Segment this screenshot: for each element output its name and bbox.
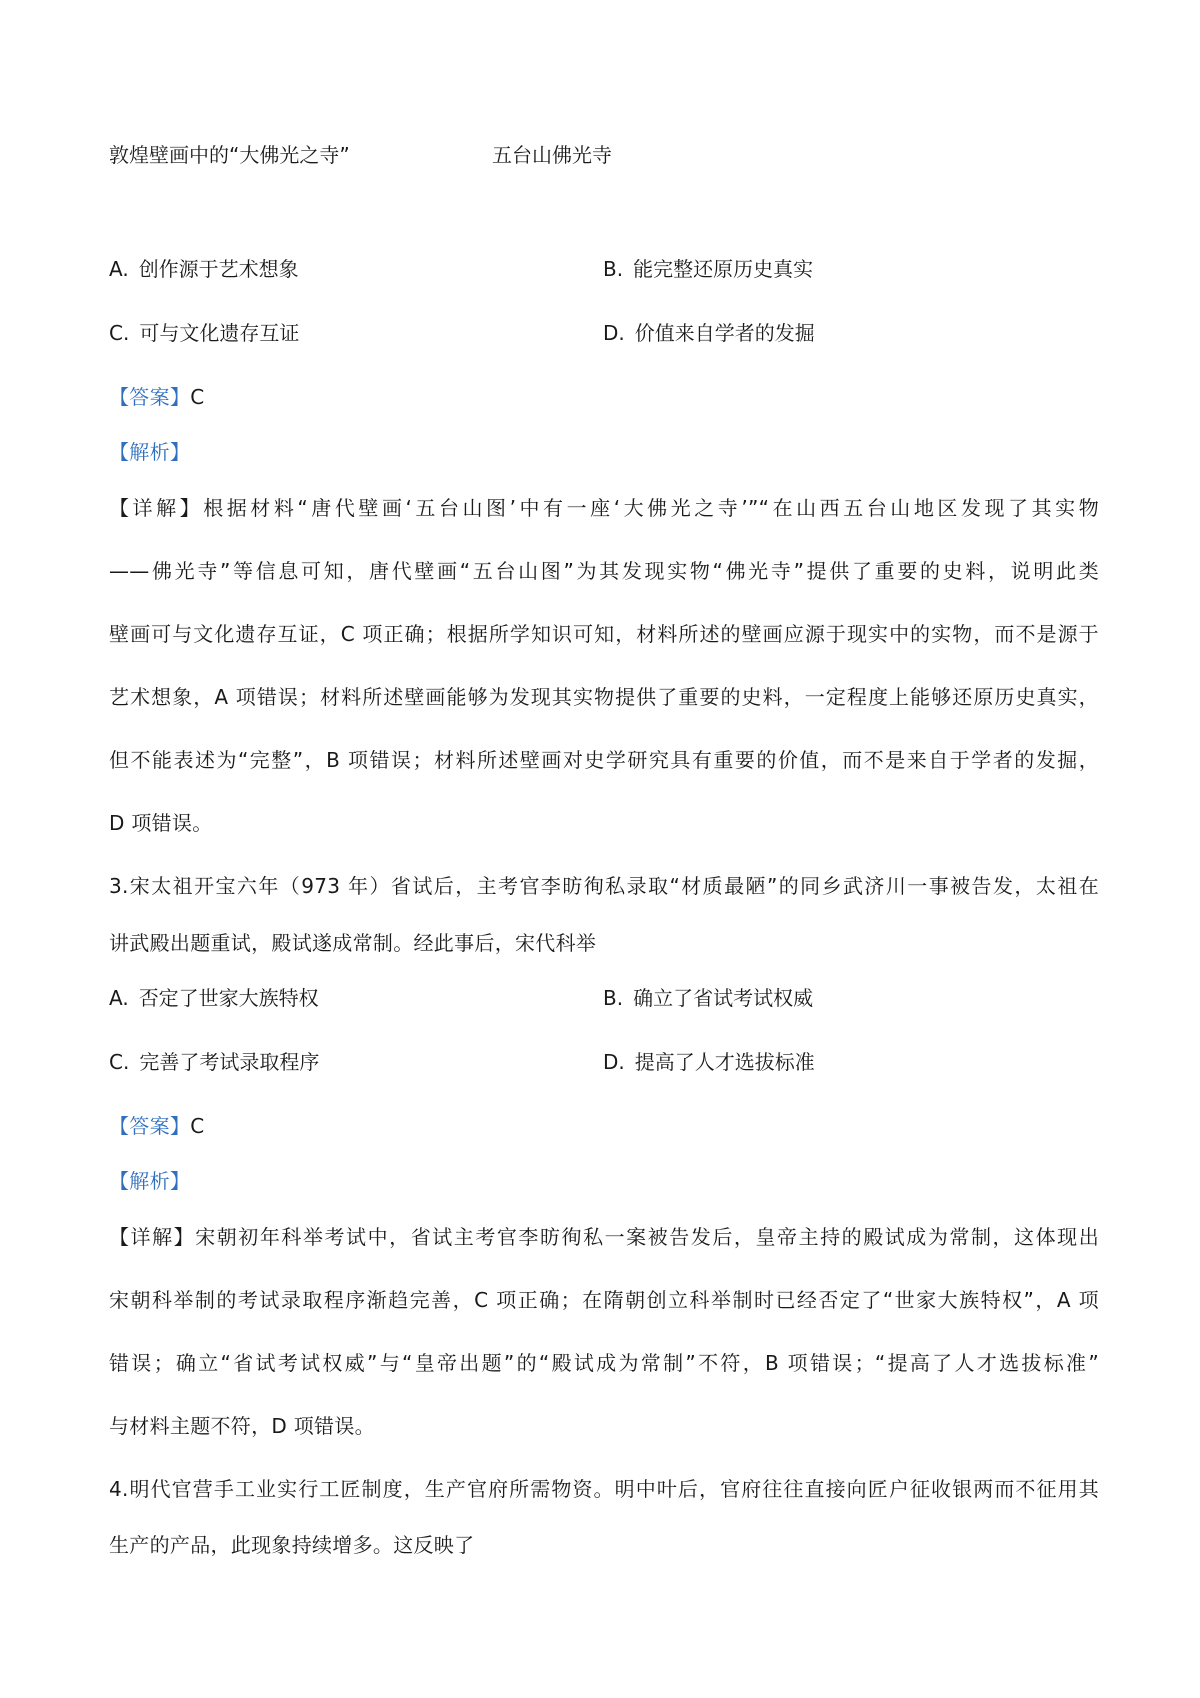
q3-analysis-heading	[109, 1169, 190, 1193]
q2-option-b	[603, 257, 813, 281]
q2-option-a	[109, 257, 299, 281]
answer-value: C	[190, 385, 205, 409]
option-text: 价值来自学者的发掘	[634, 321, 815, 345]
detail-text: 宋朝初年科举考试中，省试主考官李昉徇私一案被告发后，皇帝主持的殿试成为常制，这体现出	[195, 1225, 1099, 1249]
q4-stem-line-1: 4.明代官营手工业实行工匠制度，生产官府所需物资。明中叶后，官府往往直接向匠户征收银两而不征用其	[109, 1477, 1099, 1501]
option-key: D.	[603, 1050, 625, 1074]
q2-detail-line-6: D 项错误。	[109, 811, 213, 835]
q2-option-c	[109, 321, 299, 345]
detail-tag: 【详解】	[109, 496, 204, 520]
analysis-tag: 【解析】	[109, 1169, 191, 1193]
option-text: 创作源于艺术想象	[138, 257, 299, 281]
q3-detail-line-1	[109, 1225, 1099, 1249]
q3-option-d	[603, 1050, 815, 1074]
q2-detail-line-1	[109, 496, 1099, 520]
q2-detail-line-2: ——佛光寺”等信息可知，唐代壁画“五台山图”为其发现实物“佛光寺”提供了重要的史料，说明此类	[109, 559, 1099, 583]
caption-dunhuang-mural: 敦煌壁画中的“大佛光之寺”	[109, 143, 350, 167]
answer-value: C	[190, 1114, 205, 1138]
answer-tag: 【答案】	[109, 385, 191, 409]
q3-option-c	[109, 1050, 319, 1074]
option-text: 提高了人才选拔标准	[634, 1050, 815, 1074]
option-text: 完善了考试录取程序	[139, 1050, 320, 1074]
q3-stem-line-1: 3.宋太祖开宝六年（973 年）省试后，主考官李昉徇私录取“材质最陋”的同乡武济川一事被告发，太祖在	[109, 874, 1099, 898]
q2-detail-line-5: 但不能表述为“完整”，B 项错误；材料所述壁画对史学研究具有重要的价值，而不是来自于学者的发掘，	[109, 748, 1099, 772]
detail-text: 根据材料“唐代壁画‘五台山图’中有一座‘大佛光之寺’”“在山西五台山地区发现了其实物	[203, 496, 1099, 520]
q4-stem-line-2: 生产的产品，此现象持续增多。这反映了	[109, 1533, 475, 1557]
q3-option-b	[603, 986, 813, 1010]
detail-tag: 【详解】	[109, 1225, 196, 1249]
option-text: 可与文化遗存互证	[139, 321, 300, 345]
q2-answer	[109, 385, 204, 409]
q2-analysis-heading	[109, 440, 190, 464]
q2-detail-line-4: 艺术想象，A 项错误；材料所述壁画能够为发现其实物提供了重要的史料，一定程度上能够还原历史真实，	[109, 685, 1099, 709]
analysis-tag: 【解析】	[109, 440, 191, 464]
option-key: D.	[603, 321, 625, 345]
answer-tag: 【答案】	[109, 1114, 191, 1138]
q2-option-d	[603, 321, 815, 345]
option-key: B.	[603, 986, 624, 1010]
option-text: 否定了世家大族特权	[138, 986, 319, 1010]
q2-detail-line-3: 壁画可与文化遗存互证，C 项正确；根据所学知识可知，材料所述的壁画应源于现实中的实物，而不是源于	[109, 622, 1099, 646]
q3-stem-line-2: 讲武殿出题重试，殿试遂成常制。经此事后，宋代科举	[109, 931, 597, 955]
q3-option-a	[109, 986, 319, 1010]
option-text: 确立了省试考试权威	[633, 986, 814, 1010]
option-key: A.	[109, 986, 129, 1010]
caption-foguang-temple: 五台山佛光寺	[492, 143, 612, 167]
q3-detail-line-3: 错误；确立“省试考试权威”与“皇帝出题”的“殿试成为常制”不符，B 项错误；“提高了人才选拔标准”	[109, 1351, 1099, 1375]
option-key: C.	[109, 1050, 130, 1074]
q3-answer	[109, 1114, 204, 1138]
option-key: C.	[109, 321, 130, 345]
option-key: A.	[109, 257, 129, 281]
option-text: 能完整还原历史真实	[633, 257, 814, 281]
q3-detail-line-2: 宋朝科举制的考试录取程序渐趋完善，C 项正确；在隋朝创立科举制时已经否定了“世家大族特权”，A 项	[109, 1288, 1099, 1312]
option-key: B.	[603, 257, 624, 281]
q3-detail-line-4: 与材料主题不符，D 项错误。	[109, 1414, 375, 1438]
